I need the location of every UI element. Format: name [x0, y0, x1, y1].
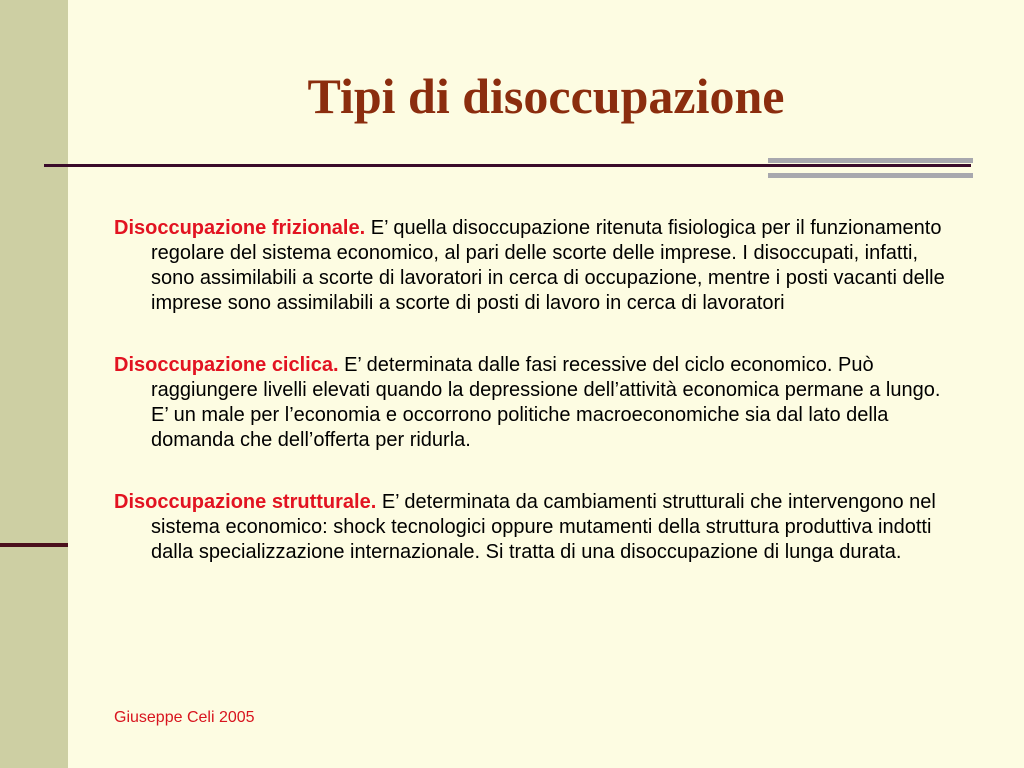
term-cyclical: Disoccupazione ciclica.	[114, 354, 339, 376]
text-cyclical: E’ determinata dalle fasi recessive del ciclo economico. Può raggiungere livelli elevati quando la depressione dell’attività economica permane a lungo. E’ un male per l’economia e occorrono politiche macroeconomiche sia dal lato della domanda che dell’offerta per ridurla.	[151, 354, 941, 451]
text-structural: E’ determinata da cambiamenti strutturali che intervengono nel sistema economico: shock tecnologici oppure mutamenti della struttura produttiva indotti dalla specializzazione internazionale. Si tratta di una disoccupazione di lunga durata.	[151, 491, 936, 563]
title-decoration-bars	[768, 158, 973, 178]
decoration-bar	[768, 173, 973, 178]
left-sidebar-band	[0, 0, 68, 768]
term-structural: Disoccupazione strutturale.	[114, 491, 377, 513]
paragraph-structural	[114, 490, 954, 565]
text-frictional: E’ quella disoccupazione ritenuta fisiologica per il funzionamento regolare del sistema economico, al pari delle scorte delle imprese. I disoccupati, infatti, sono assimilabili a scorte di lavoratori in cerca di occupazione, mentre i posti vacanti delle imprese sono assimilabili a scorte di posti di lavoro in cerca di lavoratori	[151, 217, 945, 314]
paragraph-frictional	[114, 216, 954, 316]
term-frictional: Disoccupazione frizionale.	[114, 217, 366, 239]
left-accent-line	[0, 543, 68, 547]
slide-body	[114, 216, 954, 565]
decoration-bar	[768, 158, 973, 163]
slide-title: Tipi di disoccupazione	[307, 68, 785, 124]
paragraph-cyclical	[114, 353, 954, 453]
footer-author: Giuseppe Celi 2005	[114, 709, 255, 726]
